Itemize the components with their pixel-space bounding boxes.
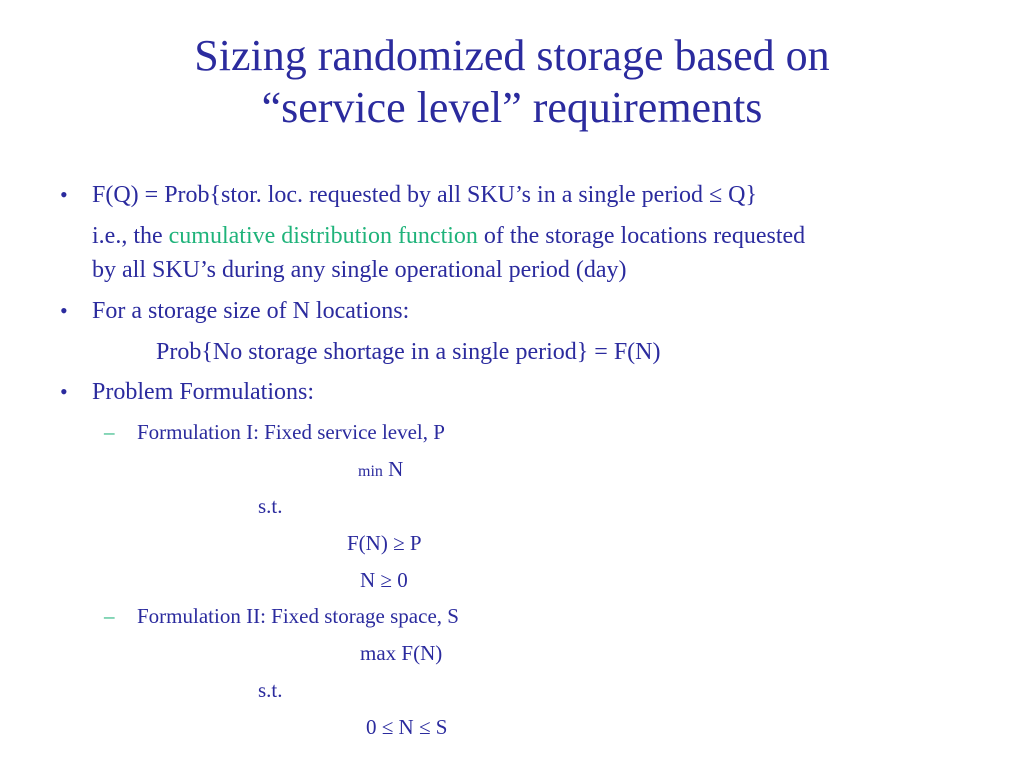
bullet-1-cont-suffix: of the storage locations requested — [477, 223, 806, 249]
formulation-2-dash: – — [104, 604, 115, 628]
formulation-1-subject-to: s.t. — [258, 494, 283, 518]
bullet-1-text: F(Q) = Prob{stor. loc. requested by all SKU’s in a single period ≤ Q} — [92, 182, 758, 208]
formulation-1-objective — [358, 457, 403, 484]
bullet-1-continuation-line-2: by all SKU’s during any single operational period (day) — [92, 257, 627, 283]
formulation-2-subject-to: s.t. — [258, 678, 283, 702]
bullet-1-marker: • — [60, 182, 68, 207]
slide-title — [0, 30, 1024, 134]
formulation-1-dash: – — [104, 420, 115, 444]
formulation-1-objective-op: min — [358, 463, 383, 480]
bullet-2-marker: • — [60, 298, 68, 323]
formulation-2-label: Formulation II: Fixed storage space, S — [137, 604, 459, 628]
bullet-1-cont-prefix: i.e., the — [92, 223, 169, 249]
title-line-1: Sizing randomized storage based on — [194, 31, 830, 80]
formulation-2-objective: max F(N) — [360, 641, 443, 665]
title-line-2: “service level” requirements — [261, 83, 763, 132]
bullet-3-text: Problem Formulations: — [92, 379, 314, 405]
formulation-1-constraint-2: N ≥ 0 — [360, 568, 408, 592]
bullet-2-formula: Prob{No storage shortage in a single period} = F(N) — [156, 339, 661, 365]
bullet-3-marker: • — [60, 379, 68, 404]
cdf-highlight: cumulative distribution function — [168, 223, 478, 249]
formulation-2-constraint-1: 0 ≤ N ≤ S — [366, 715, 448, 739]
formulation-1-constraint-1: F(N) ≥ P — [347, 531, 422, 555]
formulation-1-label: Formulation I: Fixed service level, P — [137, 420, 445, 444]
bullet-1-continuation — [92, 222, 805, 250]
bullet-2-text: For a storage size of N locations: — [92, 298, 410, 324]
formulation-1-objective-var: N — [388, 457, 404, 481]
